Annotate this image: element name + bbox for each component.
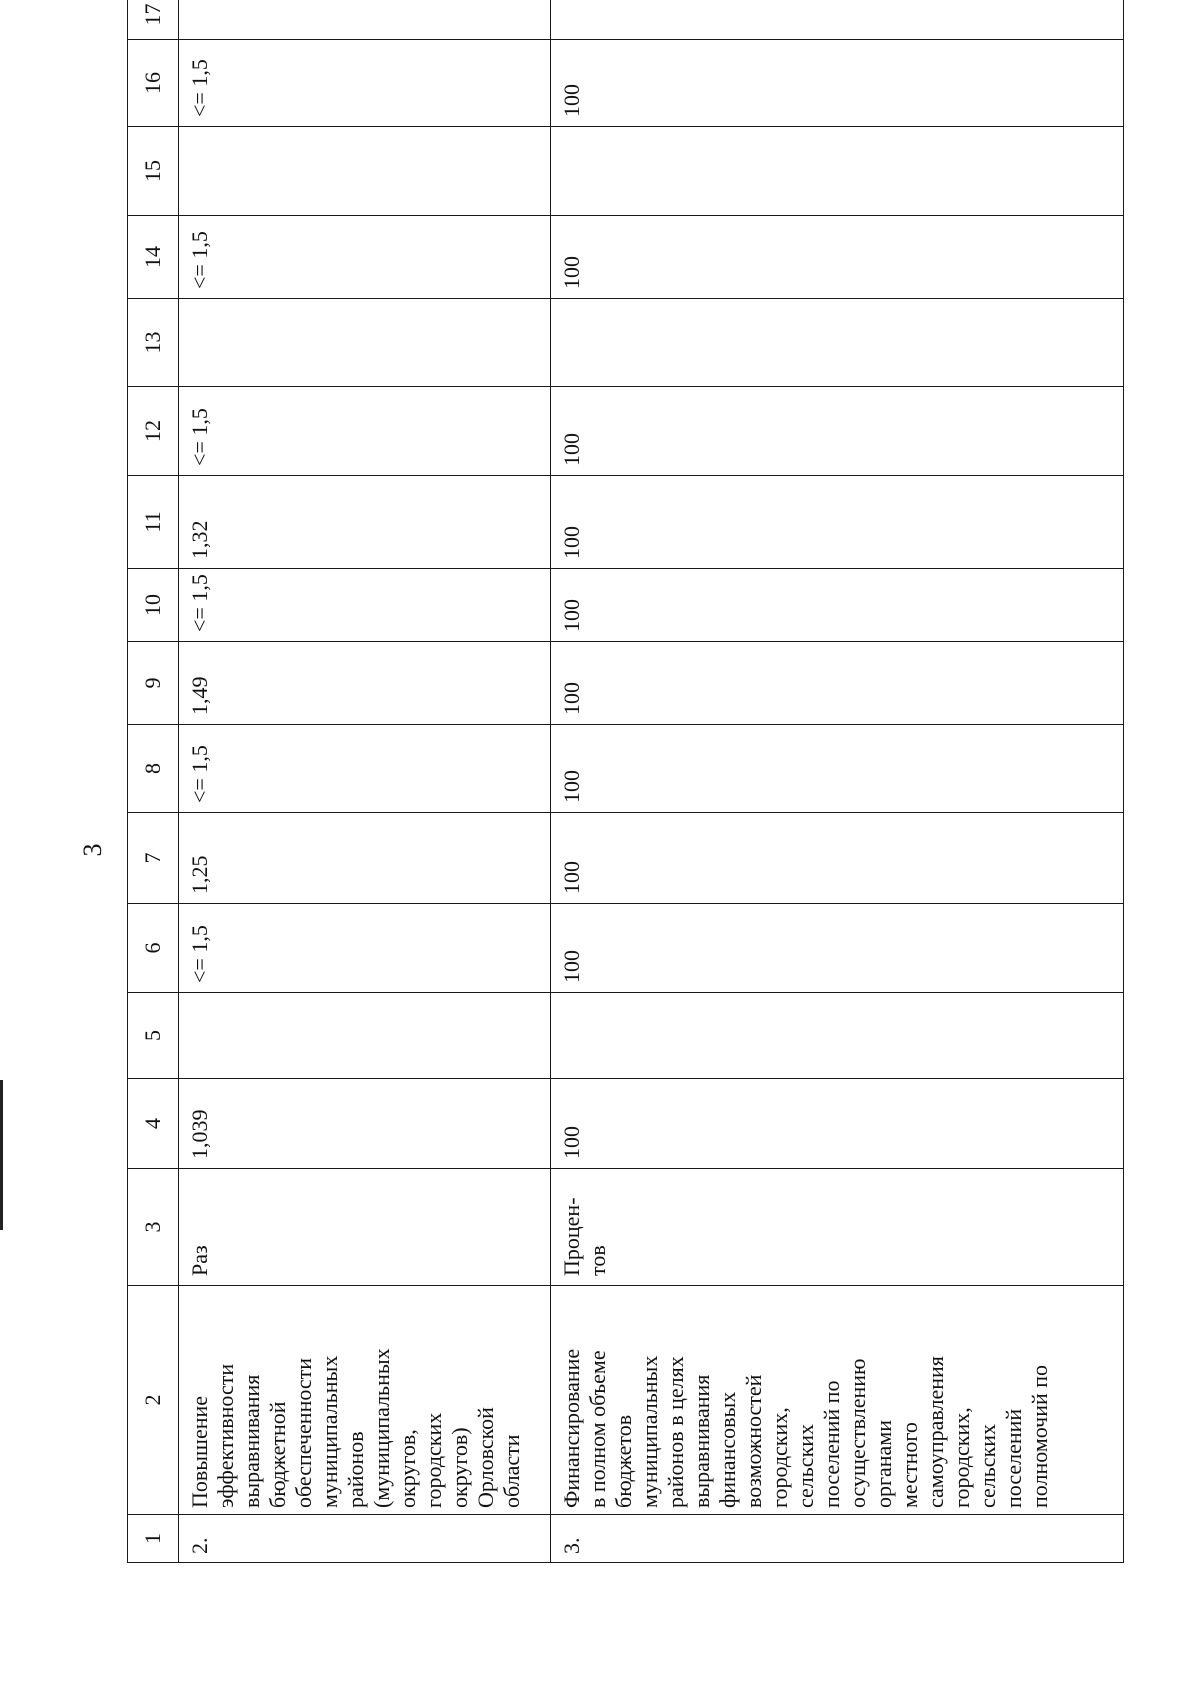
value-cell-col-6: <= 1,5 — [179, 904, 551, 993]
column-number-13: 13 — [128, 299, 179, 387]
value-cell-col-8: <= 1,5 — [179, 725, 551, 813]
column-number-12: 12 — [128, 387, 179, 476]
value-cell-col-11: 100 — [551, 476, 1124, 569]
column-number-2: 2 — [128, 1286, 179, 1515]
value-cell-col-14: 100 — [551, 216, 1124, 299]
value-cell-col-10: 100 — [551, 569, 1124, 642]
value-cell-col-14: <= 1,5 — [179, 216, 551, 299]
unit-cell: Раз — [179, 1169, 551, 1286]
column-number-4: 4 — [128, 1079, 179, 1169]
table-row — [179, 0, 551, 1563]
indicator-name-cell: Финансирование в полном объеме бюджетов муниципальных районов в целях выравнивания финансовых возможностей городских, сельских поселений по осуществлению органами местного самоуправления городских, сельских поселений полномочий по — [551, 1286, 1124, 1515]
column-number-10: 10 — [128, 569, 179, 642]
value-cell-col-10: <= 1,5 — [179, 569, 551, 642]
value-cell-col-4: 1,039 — [179, 1079, 551, 1169]
column-number-7: 7 — [128, 813, 179, 904]
value-cell-col-9: 1,49 — [179, 642, 551, 725]
column-number-9: 9 — [128, 642, 179, 725]
unit-cell: Процен- тов — [551, 1169, 1124, 1286]
value-cell-col-11: 1,32 — [179, 476, 551, 569]
value-cell-col-6: 100 — [551, 904, 1124, 993]
binding-mark — [0, 1080, 3, 1230]
column-number-6: 6 — [128, 904, 179, 993]
column-number-14: 14 — [128, 216, 179, 299]
value-cell-col-15 — [179, 127, 551, 216]
value-cell-col-8: 100 — [551, 725, 1124, 813]
column-number-11: 11 — [128, 476, 179, 569]
value-cell-col-5 — [551, 993, 1124, 1079]
column-number-17: 17 — [128, 0, 179, 40]
value-cell-col-9: 100 — [551, 642, 1124, 725]
page-number: 3 — [78, 843, 107, 857]
column-number-15: 15 — [128, 127, 179, 216]
value-cell-col-17 — [179, 0, 551, 40]
value-cell-col-13 — [551, 299, 1124, 387]
row-number-cell: 3. — [551, 1515, 1124, 1563]
column-number-3: 3 — [128, 1169, 179, 1286]
table-row — [551, 0, 1124, 1563]
indicators-table — [127, 0, 1124, 1563]
value-cell-col-16: <= 1,5 — [179, 40, 551, 127]
value-cell-col-17 — [551, 0, 1124, 40]
column-number-8: 8 — [128, 725, 179, 813]
value-cell-col-5 — [179, 993, 551, 1079]
column-number-16: 16 — [128, 40, 179, 127]
row-number-cell: 2. — [179, 1515, 551, 1563]
table-header-row — [128, 0, 179, 1563]
value-cell-col-12: 100 — [551, 387, 1124, 476]
column-number-5: 5 — [128, 993, 179, 1079]
column-number-1: 1 — [128, 1515, 179, 1563]
value-cell-col-12: <= 1,5 — [179, 387, 551, 476]
value-cell-col-4: 100 — [551, 1079, 1124, 1169]
value-cell-col-7: 100 — [551, 813, 1124, 904]
value-cell-col-15 — [551, 127, 1124, 216]
value-cell-col-16: 100 — [551, 40, 1124, 127]
indicator-name-cell: Повышение эффективности выравнивания бюджетной обеспеченности муниципальных районов (муниципальных округов, городских округов) Орловской области — [179, 1286, 551, 1515]
value-cell-col-13 — [179, 299, 551, 387]
value-cell-col-7: 1,25 — [179, 813, 551, 904]
rotated-table-container — [127, 3, 1117, 1563]
